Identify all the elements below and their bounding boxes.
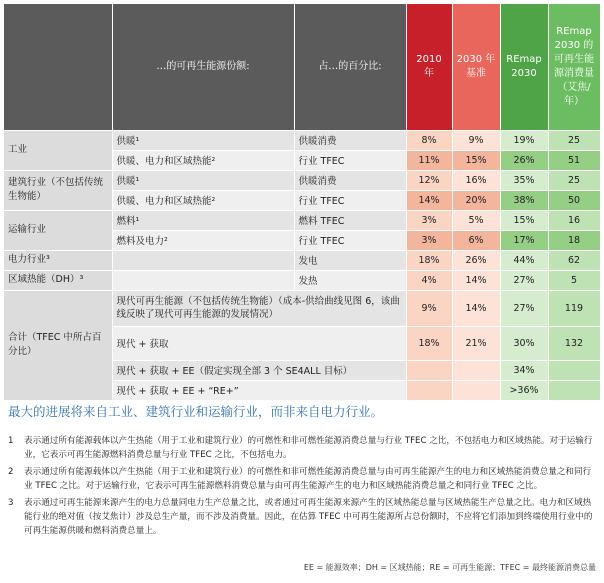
table-row: 供暖、电力和区域热能² 行业 TFEC 14% 20% 38% 50 <box>4 190 600 210</box>
header-pct-of: 占…的百分比: <box>294 4 406 130</box>
header-sector-blank <box>4 4 112 130</box>
table-row: 合计（TFEC 中所占百分比） 现代可再生能源（不包括传统生物能）（成本-供给曲线见图 6，该曲线反映了现代可再生能源的发展情况） 9% 14% 27% 119 <box>4 290 600 326</box>
table-row: 建筑行业（不包括传统生物能） 供暖¹ 供暖消费 12% 16% 35% 25 <box>4 170 600 190</box>
table-row: 现代 + 获取 18% 21% 30% 132 <box>4 326 600 360</box>
renewable-share-table <box>4 4 601 401</box>
sector-total: 合计（TFEC 中所占百分比） <box>4 290 112 400</box>
headline: 最大的进展将来自工业、建筑行业和运输行业，而非来自电力行业。 <box>8 404 384 419</box>
abbreviation-legend: EE = 能源效率；DH = 区域热能；RE = 可再生能源；TFEC = 最终能源消费总量 <box>303 563 596 572</box>
sector-power: 电力行业³ <box>4 250 112 270</box>
table-row: 运输行业 燃料¹ 燃料 TFEC 3% 5% 15% 16 <box>4 210 600 230</box>
footnote: 3 表示通过可再生能源来源产生的电力总量同电力生产总量之比，或者通过可再生能源来源产生的区域热能总量与区域热能生产总量之比。电力和区域热能行业的绝对值（按艾焦计）涉及总生产量，而不涉及消费量。因此，在估算 TFEC 中可再生能源所占总份额时，不应将它们添加到终端使用行业中的可再生能源供暖和燃料消费总量上。 <box>8 498 593 536</box>
header-2010: 2010 年 <box>406 4 452 130</box>
header-remap-2030: REmap 2030 <box>500 4 548 130</box>
sector-transport: 运输行业 <box>4 210 112 250</box>
table-row: 现代 + 获取 + EE（假定实现全部 3 个 SE4ALL 目标） 34% <box>4 360 600 380</box>
table-row: 电力行业³ 发电 18% 26% 44% 62 <box>4 250 600 270</box>
footnote: 1 表示通过所有能源载体以产生热能（用于工业和建筑行业）的可燃性和非可燃性能源消费总量与行业 TFEC 之比，不包括电力和区域热能。对于运输行业，它表示可再生能源燃料消费总量与行业 TFEC 之比，不包括电力。 <box>8 436 593 460</box>
table-row: 工业 供暖¹ 供暖消费 8% 9% 19% 25 <box>4 130 600 150</box>
sector-district-heat: 区域热能（DH）³ <box>4 270 112 290</box>
table-row: 现代 + 获取 + EE + “RE+” >36% <box>4 380 600 400</box>
footnotes <box>8 434 596 541</box>
sector-industry: 工业 <box>4 130 112 170</box>
table-row: 燃料及电力² 行业 TFEC 3% 6% 17% 18 <box>4 230 600 250</box>
table-row: 供暖、电力和区域热能² 行业 TFEC 11% 15% 26% 51 <box>4 150 600 170</box>
table-row: 区域热能（DH）³ 发热 4% 14% 27% 5 <box>4 270 600 290</box>
header-share-of: …的可再生能源份额: <box>112 4 294 130</box>
header-remap-consumption: REmap 2030 的可再生能源消费量（艾焦/年） <box>548 4 600 130</box>
footnote: 2 表示通过所有能源载体以产生热能（用于工业和建筑行业）的可燃性和非可燃性能源消费总量与由可再生能源产生的电力和区域热能消费总量之和同行业 TFEC 之比。对于运输行业，它表示可再生能源燃料消费总量与由可再生能源产生的电力和区域热能消费总量之和同行业 TFEC 之比。 <box>8 467 592 491</box>
sector-buildings: 建筑行业（不包括传统生物能） <box>4 170 112 210</box>
header-2030-baseline: 2030 年基准 <box>452 4 500 130</box>
